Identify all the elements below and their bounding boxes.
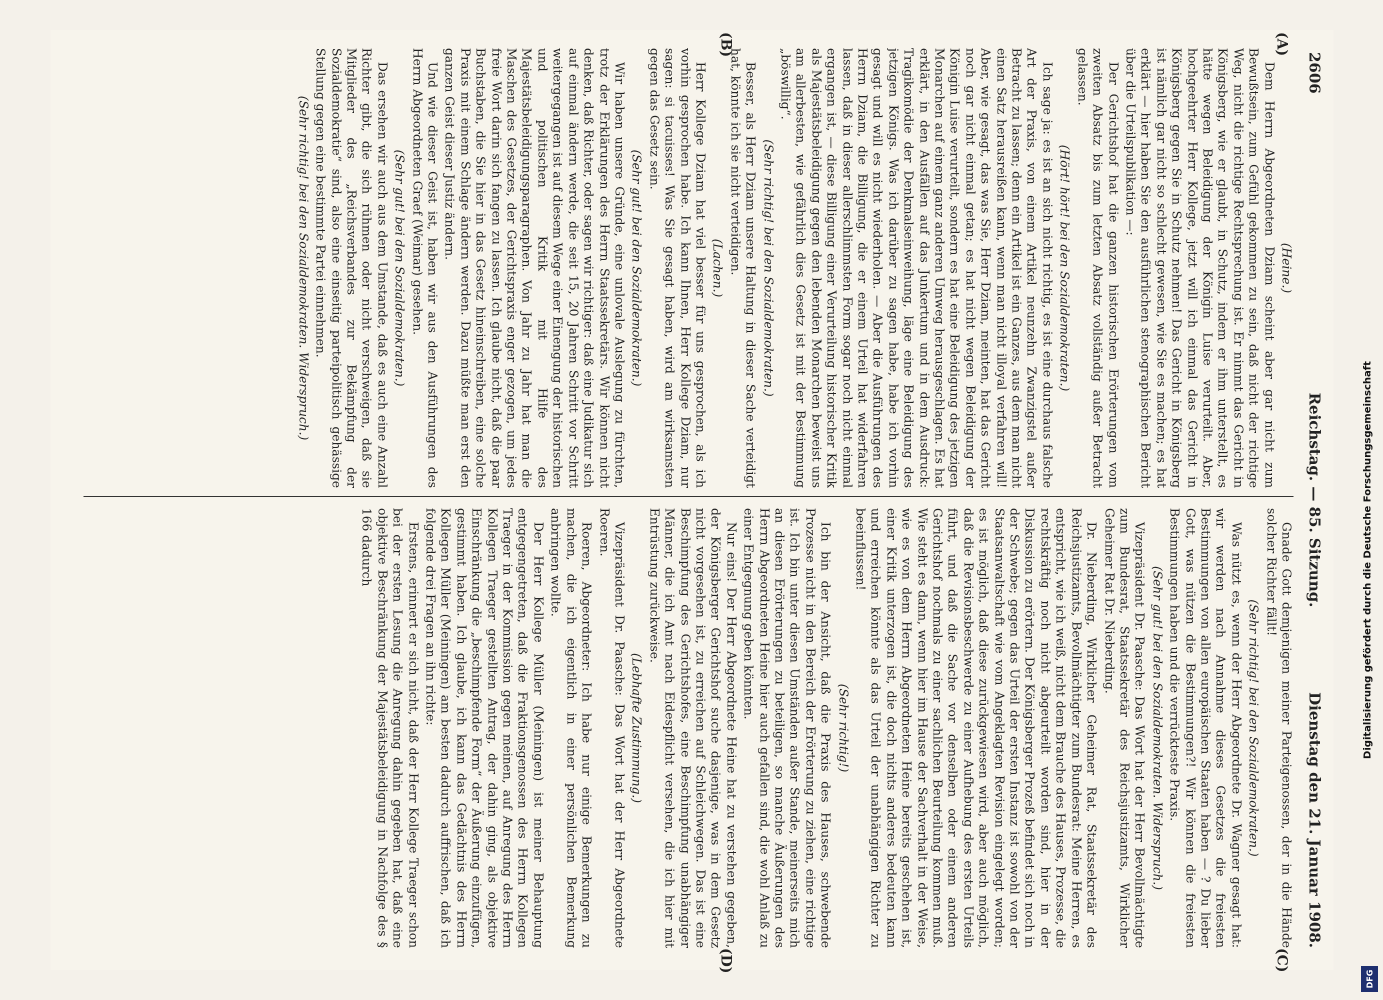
interjection: (Heine.) <box>1279 242 1293 294</box>
session-date: Dienstag den 21. Januar 1908. <box>1305 692 1323 948</box>
paragraph: Und wie dieser Geist ist, haben wir aus den Ausführungen des Herrn Abgeordneten Graef (Weimar) gesehen. <box>409 48 440 488</box>
paragraph: Dr. Nieberding, Wirklicher Geheimer Rat, Staatssekretär des Reichsjustizamts, Bevollmächtigter zum Bundesrat: Meine Herren, es entspricht, wie ich weiß, nicht dem Brauche des Hauses, Prozesse, die rechtskräftig noch nicht abgeurteilt worden sind, hier in der Diskussion zu erörtern. Der Königsberger Prozeß befindet sich noch in der Schwebe; gegen das Urteil der ersten Instanz ist sowohl von der Staatsanwaltschaft wie vom Angeklagten Revision eingelegt worden; es ist möglich, daß diese zurückgewiesen wird, aber auch möglich, daß die Revisionsbeschwerde zu einer Aufhebung des ersten Urteils führt, und daß die Sache vor denselben oder einem anderen Gerichtshof nochmals zu einer sachlichen Beurteilung kommen muß. Wie steht es dann, wenn hier im Hause der Sachverhalt in der Weise, wie es von dem Herrn Abgeordneten Heine bereits geschehen ist, einer Kritik unterzogen ist, die doch nichts anderes bedeuten kann und erreichen könnte als das Urteil der unabhängigen Richter zu beeinflussen! <box>853 508 1099 948</box>
interjection: (Sehr gut! bei den Sozialdemokraten.) <box>392 149 407 387</box>
left-column <box>78 48 1293 488</box>
paragraph: Herr Kollege Dziam hat viel besser für uns gesprochen, als ich vorhin gesprochen habe. Ich kann Ihnen, Herr Kollege Dziam, nur sagen: si tacuisses! Was Sie gesagt haben, wird am wirksamsten gegen das Gesetz sein. <box>646 48 707 488</box>
paragraph: Besser, als Herr Dziam unsere Haltung in dieser Sache verteidigt hat, könnte ich sie nicht verteidigen. <box>727 48 758 488</box>
margin-marker-c: (C) <box>1273 948 1289 973</box>
interjection: (Sehr richtig! bei den Sozialdemokraten. Widerspruch.) <box>295 95 310 441</box>
paragraph: Der Gerichtshof hat die ganzen historischen Erörterungen vom zweiten Absatz bis zum letzten Absatz vollständig außer Betracht gelassen. <box>1074 48 1120 488</box>
paragraph: Der Herr Kollege Müller (Meiningen) ist meiner Behauptung entgegengetreten, daß die Fraktionsgenossen des Herrn Kollegen Traeger in der Kommission gegen meinen, auf Anregung des Herrn Kollegen Traeger gestellten Antrag, der dahin ging, als objektive Einschränkung die „beschimpfende Form“ der Äußerung einzufügen, gestimmt haben. Ich glaube, ich kann das Gedächtnis des Herrn Kollegen Müller (Meiningen) am besten dadurch auffrischen, daß ich folgende drei Fragen an ihn richte: <box>423 508 545 948</box>
interjection: (Sehr richtig! bei den Sozialdemokraten.) <box>1246 599 1261 857</box>
margin-marker-d: (D) <box>717 948 733 974</box>
paragraph: Ich bin der Ansicht, daß die Praxis des Hauses, schwebende Prozesse nicht in den Bereich der Erörterung zu ziehen, eine richtige ist. Ich bin unter diesen Umständen außer Stande, meinerseits mich an diesen Erörterungen zu beteiligen, so manche Äußerungen des Herrn Abgeordneten Heine hier auch gefallen sind, die wohl Anlaß zu einer Entgegnung geben könnten. <box>741 508 833 948</box>
page-header <box>1301 30 1327 970</box>
interjection: (Sehr gut! bei den Sozialdemokraten.) <box>629 149 644 387</box>
paragraph: Erstens, erinnert er sich nicht, daß der Herr Kollege Traeger schon bei der ersten Lesung die Anregung dahin gegeben hat, daß eine objektive Beschränkung der Majestätsbeleidigung in Nachfolge des § 166 dadurch <box>359 508 420 948</box>
paragraph: Vizepräsident Dr. Paasche: Das Wort hat der Herr Abgeordnete Roeren. <box>596 508 626 948</box>
interjection: (Sehr richtig!) <box>835 683 850 773</box>
page-number: 2606 <box>1305 52 1323 94</box>
digitization-credit <box>1358 130 1378 990</box>
credit-text: Digitalisierung gefördert durch die Deutsche Forschungsgemeinschaft <box>1362 361 1374 759</box>
column-divider <box>83 496 1293 497</box>
paragraph: Vizepräsident Dr. Paasche: Das Wort hat der Herr Bevollmächtigte zum Bundesrat, Staatssekretär des Reichsjustizamts, Wirklicher Geheimer Rat Dr. Nieberding. <box>1101 508 1147 948</box>
interjection: (Sehr richtig! bei den Sozialdemokraten.) <box>760 139 775 397</box>
interjection: (Lachen.) <box>710 238 725 298</box>
paragraph: Gnade Gott demjenigen meiner Parteigenossen, der in die Hände solcher Richter fällt! <box>1263 508 1293 948</box>
right-column <box>78 508 1293 948</box>
paragraph: Was nützt es, wenn der Herr Abgeordnete Dr. Wagner gesagt hat: wir werden nach Annahme dieses Gesetzes die freiesten Bestimmungen von allen europäischen Staaten haben — ? Du lieber Gott, was nützen die Bestimmungen?! Wir können die freiesten Bestimmungen haben und die verrückteste Praxis. <box>1167 508 1243 948</box>
paragraph: Ich sage ja: es ist an sich nicht richtig, es ist eine durchaus falsche Art der Praxis, von einem Artikel neunzehn Zwanzigstel außer Betracht zu lassen; denn ein Artikel ist ein Ganzes, aus dem man nicht einen Satz herausreißen kann, wenn man nicht illoyal verfahren will! Aber, wie gesagt, das was Sie, Herr Dziam, meinten, hat das Gericht noch gar nicht einmal getan; es hat nicht wegen Beleidigung der Königin Luise verurteilt, sondern es hat eine Beleidigung des jetzigen Monarchen auf einem ganz anderen Umweg herausgeschlagen. Es hat erklärt, in den Ausfällen auf das Junkertum und in dem Ausdruck: Tragikomödie der Denkmalseinweihung, läge eine Beleidigung des jetzigen Königs. Was ich darüber zu sagen habe, habe ich vorhin gesagt und will es nicht wiederholen. — Aber die Ausführungen des Herrn Dziam, die Billigung, die er einem Urteil hat widerfahren lassen, daß in dieser allerschlimmsten Form sogar noch nicht einmal ergangen ist, — diese Billigung einer Verurteilung historischer Kritik als Majestätsbeleidigung gegen den lebenden Monarchen beweist uns am allerbesten, wie gefährlich dies Gesetz ist mit der Bestimmung „böswillig“. <box>778 48 1054 488</box>
paragraph: Nur eins! Der Herr Abgeordnete Heine hat zu verstehen gegeben, der Königsberger Gerichtshof suche dasjenige, was in dem Gesetz nicht vorgesehen ist, zu erreichen auf Schleichwegen. Das ist eine Beschimpfung des Gerichtshofes, eine Beschimpfung unabhängiger Männer, die ich Amt nach Eidespflicht versehen, die ich hier mit Entrüstung zurückweise. <box>646 508 738 948</box>
margin-marker-b: (B) <box>717 32 733 58</box>
paragraph: Roeren, Abgeordneter: Ich habe nur einige Bemerkungen zu machen, die ich eigentlich in einer persönlichen Bemerkung anbringen wollte. <box>548 508 594 948</box>
interjection: (Sehr gut! bei den Sozialdemokraten. Widerspruch.) <box>1149 565 1164 891</box>
paragraph: Das ersehen wir auch aus dem Umstande, daß es auch eine Anzahl Richter gibt, die sich rühmen oder nicht verschweigen, daß sie Mitglieder des „Reichsverbandes zur Bekämpfung der Sozialdemokratie“ sind, also eine einseitig parteipolitisch gehässige Stellung gegen eine bestimmte Partei einnehmen. <box>313 48 389 488</box>
running-title: Reichstag. — 85. Sitzung. <box>1305 392 1323 608</box>
paragraph: Wir haben unsere Gründe, eine unlovale Auslegung zu fürchten, trotz der Erklärungen des Herrn Staatssekretärs. Wir können nicht denken, daß Richter, oder sagen wir richtiger: daß eine Judikatur sich auf einmal ändern werde, die seit 15, 20 Jahren Schritt vor Schritt weitergegangen ist auf diesem Wege einer Einengung der historischen und politischen Kritik mit Hilfe des Majestätsbeleidigungsparagraphen. Von Jahr zu Jahr hat man die Maschen des Gesetzes, der Gerichtspraxis enger gezogen, um jedes freie Wort darin sich fangen zu lassen. Ich glaube nicht, daß die paar Buchstaben, die Sie hier in das Gesetz hineinschreiben, eine solche Praxis mit einem Schlage ändern werden. Dazu müßte man erst den ganzen Geist dieser Justiz ändern. <box>442 48 626 488</box>
interjection: (Hört! hört! bei den Sozialdemokraten.) <box>1057 144 1072 392</box>
margin-marker-a: (A) <box>1273 32 1289 57</box>
rotated-page-content <box>50 30 1333 974</box>
dfg-logo <box>1361 966 1378 992</box>
interjection: (Lebhafte Zustimmung.) <box>629 652 644 804</box>
paragraph: Dem Herrn Abgeordneten Dziam scheint aber gar nicht zum Bewußtsein, zum Gefühl gekommen zu sein, daß nicht der richtige Weg, nicht die richtige Rechtsprechung ist. Er nimmt das Gericht in Königsberg, wie er glaubt, in Schutz, indem er ihm unterstellt, es hätte wegen Beleidigung der Königin Luise verurteilt. Aber, hochgeehrter Herr Kollege, jetzt will ich einmal das Gericht in Königsberg gegen Sie in Schutz nehmen! Das Gericht in Königsberg ist nämlich gar nicht so schlecht gewesen, wie Sie es machen; es hat erklärt — hier haben Sie den ausführlichen stenographischen Bericht über die Urteilspublikation —: <box>1122 48 1276 488</box>
dfg-logo-text: DFG <box>1365 969 1374 989</box>
